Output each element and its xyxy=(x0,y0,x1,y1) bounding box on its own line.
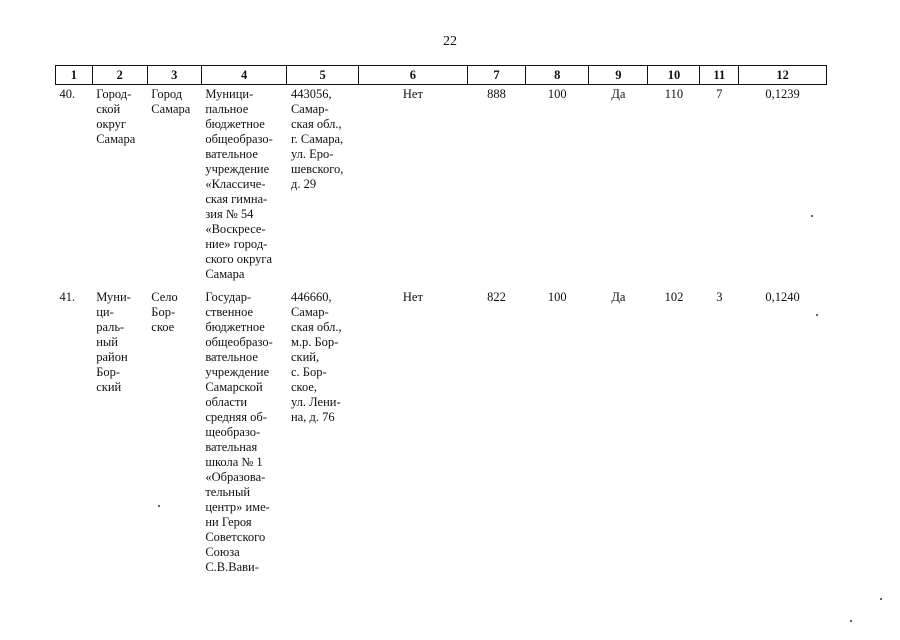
header-cell-4: 4 xyxy=(201,66,287,85)
school-table xyxy=(55,65,827,575)
column-6-cell: Нет xyxy=(402,87,423,101)
address-cell: 443056, Самар- ская обл., г. Самара, ул. Еро- шевского, д. 29 xyxy=(290,87,344,191)
table-row xyxy=(56,85,827,283)
header-cell-12: 12 xyxy=(739,66,827,85)
settlement-cell: Город Самара xyxy=(151,87,191,116)
header-cell-1: 1 xyxy=(56,66,93,85)
column-9-cell: Да xyxy=(611,290,626,304)
header-cell-8: 8 xyxy=(526,66,589,85)
scan-speck xyxy=(816,314,818,316)
header-cell-11: 11 xyxy=(700,66,739,85)
column-11-cell: 3 xyxy=(716,290,723,304)
institution-name-cell: Государ- ственное бюджетное общеобразо- вательное учреждение Самарской области средняя об- щеобразо- вательная школа № 1 «Образова- тельный центр» име- ни Героя Советского Союза С.В.Вави- xyxy=(205,290,273,574)
row-number: 40. xyxy=(59,87,76,101)
column-10-cell: 102 xyxy=(664,290,684,304)
header-cell-7: 7 xyxy=(467,66,525,85)
header-cell-6: 6 xyxy=(358,66,467,85)
column-8-cell: 100 xyxy=(547,87,567,101)
column-7-cell: 888 xyxy=(487,87,506,101)
scan-speck xyxy=(158,505,160,507)
column-10-cell: 110 xyxy=(664,87,684,101)
column-12-cell: 0,1239 xyxy=(765,87,800,101)
page-number: 22 xyxy=(443,34,457,49)
row-number: 41. xyxy=(59,290,76,304)
address-cell: 446660, Самар- ская обл., м.р. Бор- ский, с. Бор- ское, ул. Лени- на, д. 76 xyxy=(290,290,342,424)
column-8-cell: 100 xyxy=(547,290,567,304)
header-cell-9: 9 xyxy=(589,66,648,85)
header-cell-3: 3 xyxy=(147,66,201,85)
settlement-cell: Село Бор- ское xyxy=(151,290,178,334)
header-cell-5: 5 xyxy=(287,66,358,85)
column-11-cell: 7 xyxy=(716,87,723,101)
table-header-row xyxy=(56,66,827,85)
table-row xyxy=(56,282,827,575)
scan-speck xyxy=(811,215,813,217)
scan-speck xyxy=(850,620,852,622)
municipality-cell: Город- ской округ Самара xyxy=(96,87,136,146)
scan-speck xyxy=(880,598,882,600)
header-cell-2: 2 xyxy=(92,66,147,85)
institution-name-cell: Муници- пальное бюджетное общеобразо- вательное учреждение «Классиче- ская гимна- зия № 54 «Воскресе- ние» город- ского округа Самара xyxy=(205,87,273,281)
column-9-cell: Да xyxy=(611,87,626,101)
column-7-cell: 822 xyxy=(487,290,506,304)
header-cell-10: 10 xyxy=(648,66,700,85)
municipality-cell: Муни- ци- pаль- ный район Бор- ский xyxy=(96,290,131,394)
column-12-cell: 0,1240 xyxy=(765,290,800,304)
column-6-cell: Нет xyxy=(402,290,423,304)
